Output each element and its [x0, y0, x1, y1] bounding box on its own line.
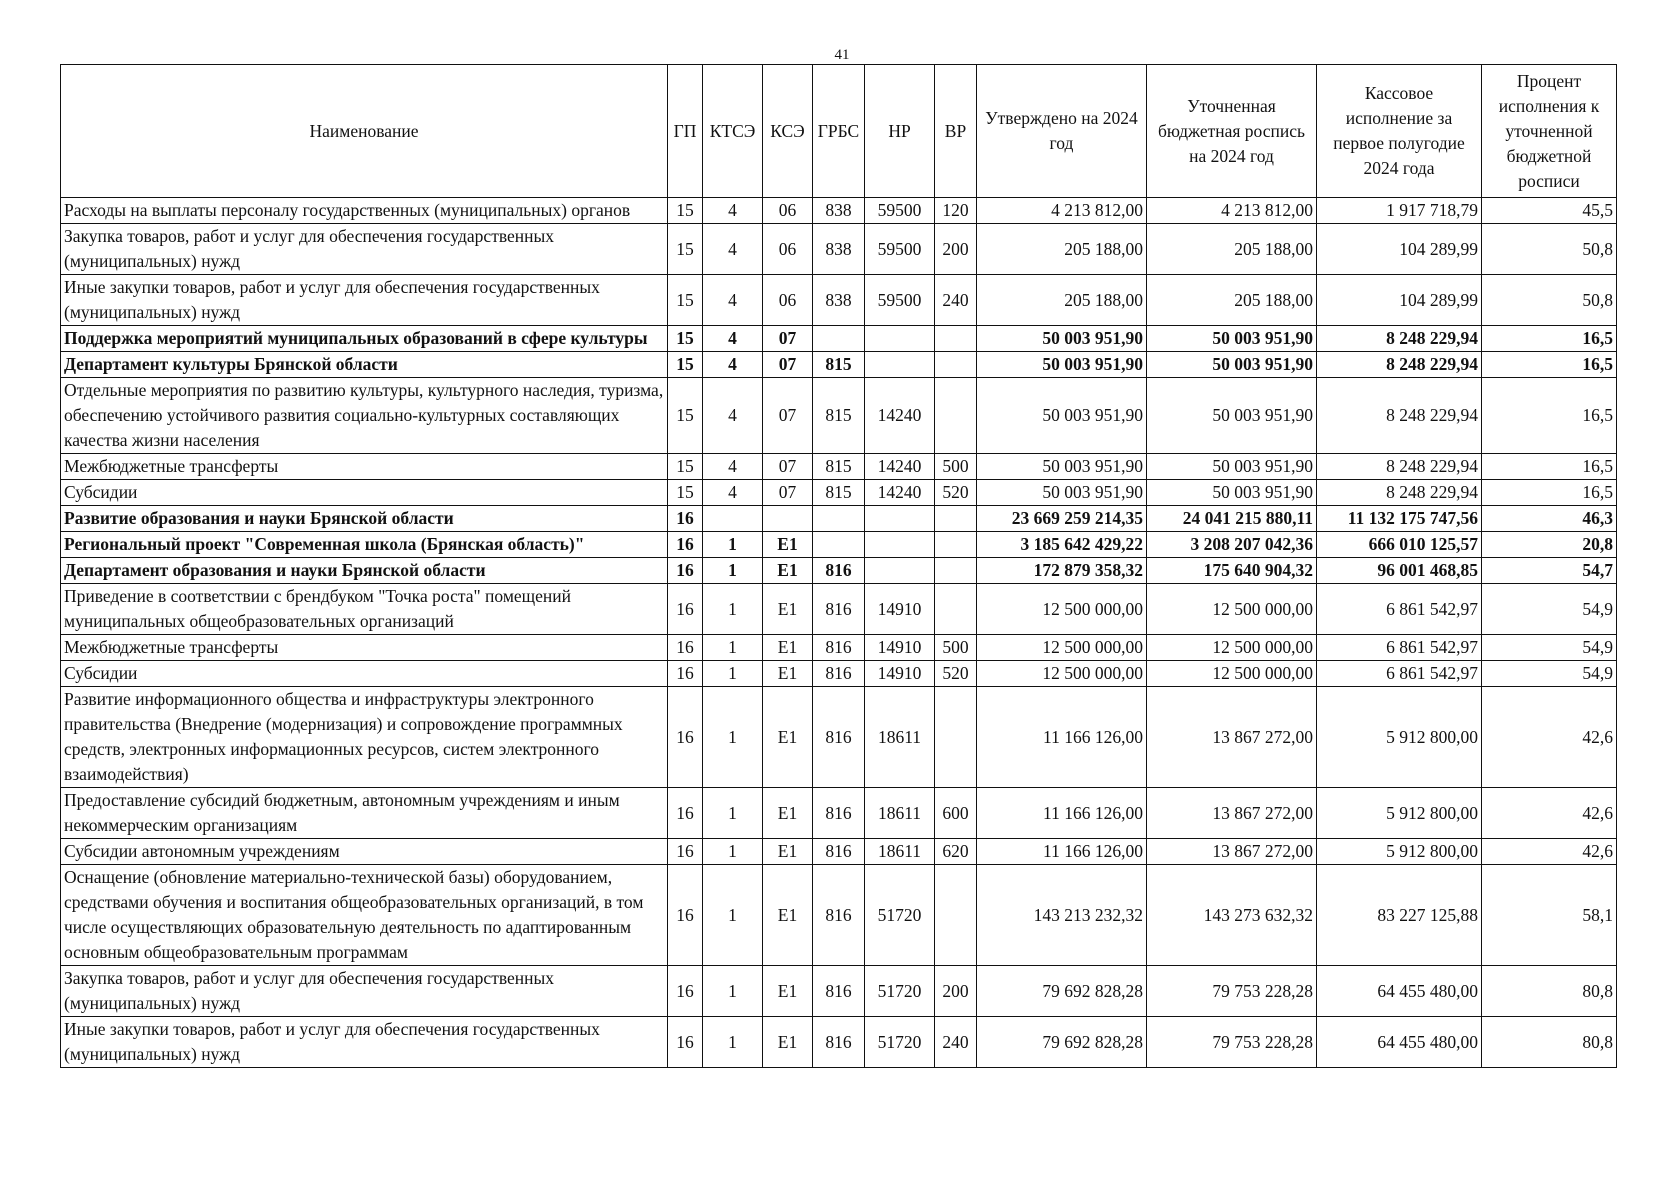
table-row — [61, 839, 1617, 865]
cell-revised: 3 208 207 042,36 — [1147, 532, 1317, 558]
cell-grbs — [813, 532, 865, 558]
cell-percent: 42,6 — [1482, 788, 1617, 839]
header-kse: КСЭ — [763, 65, 813, 198]
cell-nr — [865, 506, 935, 532]
header-revised: Уточненная бюджетная роспись на 2024 год — [1147, 65, 1317, 198]
cell-grbs: 815 — [813, 454, 865, 480]
cell-nr: 51720 — [865, 966, 935, 1017]
cell-gp: 15 — [668, 480, 703, 506]
table-row — [61, 275, 1617, 326]
cell-executed: 6 861 542,97 — [1317, 635, 1482, 661]
table-row — [61, 532, 1617, 558]
header-gp: ГП — [668, 65, 703, 198]
cell-vr: 240 — [935, 1017, 977, 1068]
cell-percent: 16,5 — [1482, 454, 1617, 480]
cell-gp: 16 — [668, 584, 703, 635]
cell-approved: 50 003 951,90 — [977, 454, 1147, 480]
cell-ktse — [703, 506, 763, 532]
cell-nr — [865, 352, 935, 378]
cell-executed: 666 010 125,57 — [1317, 532, 1482, 558]
cell-nr: 14910 — [865, 584, 935, 635]
cell-name: Закупка товаров, работ и услуг для обеспечения государственных (муниципальных) нужд — [61, 966, 668, 1017]
cell-revised: 79 753 228,28 — [1147, 1017, 1317, 1068]
cell-kse: E1 — [763, 865, 813, 966]
cell-gp: 15 — [668, 224, 703, 275]
cell-revised: 12 500 000,00 — [1147, 584, 1317, 635]
cell-grbs: 816 — [813, 966, 865, 1017]
cell-nr — [865, 326, 935, 352]
cell-gp: 16 — [668, 687, 703, 788]
table-row — [61, 584, 1617, 635]
cell-ktse: 1 — [703, 661, 763, 687]
cell-name: Региональный проект "Современная школа (Брянская область)" — [61, 532, 668, 558]
table-row — [61, 558, 1617, 584]
cell-name: Закупка товаров, работ и услуг для обеспечения государственных (муниципальных) нужд — [61, 224, 668, 275]
cell-nr: 14910 — [865, 661, 935, 687]
cell-executed: 8 248 229,94 — [1317, 352, 1482, 378]
table-body — [61, 198, 1617, 1068]
cell-ktse: 4 — [703, 454, 763, 480]
cell-vr: 520 — [935, 661, 977, 687]
cell-executed: 64 455 480,00 — [1317, 1017, 1482, 1068]
cell-approved: 23 669 259 214,35 — [977, 506, 1147, 532]
cell-grbs: 816 — [813, 865, 865, 966]
cell-name: Иные закупки товаров, работ и услуг для обеспечения государственных (муниципальных) нужд — [61, 1017, 668, 1068]
cell-percent: 16,5 — [1482, 378, 1617, 454]
cell-nr — [865, 532, 935, 558]
cell-gp: 16 — [668, 635, 703, 661]
cell-kse: E1 — [763, 788, 813, 839]
cell-revised: 205 188,00 — [1147, 224, 1317, 275]
cell-name: Иные закупки товаров, работ и услуг для обеспечения государственных (муниципальных) нужд — [61, 275, 668, 326]
cell-executed: 104 289,99 — [1317, 224, 1482, 275]
cell-name: Расходы на выплаты персоналу государственных (муниципальных) органов — [61, 198, 668, 224]
cell-executed: 5 912 800,00 — [1317, 687, 1482, 788]
cell-revised: 50 003 951,90 — [1147, 352, 1317, 378]
cell-name: Оснащение (обновление материально-технической базы) оборудованием, средствами обучения и воспитания общеобразовательных организаций, в том числе осуществляющих образовательную деятельность по адаптированным основным общеобразовательным программам — [61, 865, 668, 966]
cell-revised: 13 867 272,00 — [1147, 687, 1317, 788]
cell-approved: 50 003 951,90 — [977, 326, 1147, 352]
cell-vr: 240 — [935, 275, 977, 326]
cell-percent: 16,5 — [1482, 352, 1617, 378]
cell-kse: 07 — [763, 326, 813, 352]
cell-executed: 8 248 229,94 — [1317, 326, 1482, 352]
cell-executed: 104 289,99 — [1317, 275, 1482, 326]
cell-revised: 24 041 215 880,11 — [1147, 506, 1317, 532]
cell-approved: 50 003 951,90 — [977, 378, 1147, 454]
header-nr: НР — [865, 65, 935, 198]
cell-gp: 16 — [668, 558, 703, 584]
cell-executed: 11 132 175 747,56 — [1317, 506, 1482, 532]
table-row — [61, 480, 1617, 506]
cell-percent: 46,3 — [1482, 506, 1617, 532]
header-approved: Утверждено на 2024 год — [977, 65, 1147, 198]
header-ktse: КТСЭ — [703, 65, 763, 198]
cell-approved: 50 003 951,90 — [977, 480, 1147, 506]
cell-nr: 51720 — [865, 1017, 935, 1068]
cell-nr: 18611 — [865, 687, 935, 788]
cell-gp: 15 — [668, 352, 703, 378]
cell-vr — [935, 378, 977, 454]
cell-name: Приведение в соответствии с брендбуком "Точка роста" помещений муниципальных общеобразовательных организаций — [61, 584, 668, 635]
cell-nr: 51720 — [865, 865, 935, 966]
table-row — [61, 352, 1617, 378]
cell-percent: 50,8 — [1482, 275, 1617, 326]
cell-grbs: 816 — [813, 661, 865, 687]
cell-grbs: 838 — [813, 275, 865, 326]
cell-approved: 205 188,00 — [977, 224, 1147, 275]
cell-percent: 80,8 — [1482, 966, 1617, 1017]
cell-vr: 120 — [935, 198, 977, 224]
cell-vr — [935, 326, 977, 352]
cell-kse: E1 — [763, 635, 813, 661]
cell-executed: 83 227 125,88 — [1317, 865, 1482, 966]
cell-executed: 8 248 229,94 — [1317, 480, 1482, 506]
cell-kse: E1 — [763, 661, 813, 687]
cell-revised: 175 640 904,32 — [1147, 558, 1317, 584]
table-row — [61, 865, 1617, 966]
page-number: 41 — [834, 47, 850, 63]
table-row — [61, 661, 1617, 687]
cell-kse: 07 — [763, 454, 813, 480]
cell-approved: 4 213 812,00 — [977, 198, 1147, 224]
cell-nr: 14240 — [865, 480, 935, 506]
cell-grbs: 815 — [813, 480, 865, 506]
cell-percent: 54,7 — [1482, 558, 1617, 584]
cell-grbs: 815 — [813, 352, 865, 378]
cell-approved: 50 003 951,90 — [977, 352, 1147, 378]
cell-name: Отдельные мероприятия по развитию культуры, культурного наследия, туризма, обеспечению устойчивого развития социально-культурных составляющих качества жизни населения — [61, 378, 668, 454]
cell-approved: 79 692 828,28 — [977, 966, 1147, 1017]
cell-ktse: 4 — [703, 326, 763, 352]
cell-vr: 500 — [935, 454, 977, 480]
cell-revised: 4 213 812,00 — [1147, 198, 1317, 224]
cell-gp: 16 — [668, 839, 703, 865]
cell-kse: 07 — [763, 378, 813, 454]
cell-name: Департамент культуры Брянской области — [61, 352, 668, 378]
cell-vr — [935, 506, 977, 532]
cell-kse: 06 — [763, 198, 813, 224]
cell-name: Развитие образования и науки Брянской области — [61, 506, 668, 532]
cell-approved: 143 213 232,32 — [977, 865, 1147, 966]
cell-name: Субсидии — [61, 661, 668, 687]
cell-gp: 15 — [668, 378, 703, 454]
cell-approved: 172 879 358,32 — [977, 558, 1147, 584]
cell-name: Развитие информационного общества и инфраструктуры электронного правительства (Внедрение (модернизация) и сопровождение программных средств, электронных информационных ресурсов, систем электронного взаимодействия) — [61, 687, 668, 788]
cell-ktse: 1 — [703, 584, 763, 635]
cell-nr: 14240 — [865, 454, 935, 480]
cell-gp: 16 — [668, 661, 703, 687]
cell-approved: 79 692 828,28 — [977, 1017, 1147, 1068]
table-header — [61, 65, 1617, 198]
cell-percent: 54,9 — [1482, 635, 1617, 661]
cell-vr: 500 — [935, 635, 977, 661]
cell-grbs: 816 — [813, 839, 865, 865]
cell-grbs: 816 — [813, 584, 865, 635]
cell-vr — [935, 865, 977, 966]
cell-grbs: 816 — [813, 635, 865, 661]
header-vr: ВР — [935, 65, 977, 198]
cell-vr — [935, 352, 977, 378]
cell-approved: 12 500 000,00 — [977, 635, 1147, 661]
cell-name: Поддержка мероприятий муниципальных образований в сфере культуры — [61, 326, 668, 352]
cell-revised: 50 003 951,90 — [1147, 378, 1317, 454]
cell-grbs: 816 — [813, 1017, 865, 1068]
cell-ktse: 4 — [703, 198, 763, 224]
cell-percent: 58,1 — [1482, 865, 1617, 966]
cell-percent: 80,8 — [1482, 1017, 1617, 1068]
cell-approved: 12 500 000,00 — [977, 584, 1147, 635]
cell-percent: 20,8 — [1482, 532, 1617, 558]
cell-approved: 11 166 126,00 — [977, 839, 1147, 865]
cell-percent: 54,9 — [1482, 584, 1617, 635]
cell-nr: 59500 — [865, 224, 935, 275]
cell-approved: 12 500 000,00 — [977, 661, 1147, 687]
header-executed: Кассовое исполнение за первое полугодие 2024 года — [1317, 65, 1482, 198]
cell-ktse: 4 — [703, 378, 763, 454]
cell-ktse: 4 — [703, 275, 763, 326]
cell-ktse: 4 — [703, 480, 763, 506]
cell-vr — [935, 532, 977, 558]
header-row — [61, 65, 1617, 198]
cell-vr: 200 — [935, 966, 977, 1017]
cell-ktse: 1 — [703, 788, 763, 839]
cell-gp: 15 — [668, 275, 703, 326]
cell-executed: 8 248 229,94 — [1317, 378, 1482, 454]
cell-name: Межбюджетные трансферты — [61, 454, 668, 480]
cell-gp: 16 — [668, 506, 703, 532]
cell-vr — [935, 584, 977, 635]
cell-kse: E1 — [763, 839, 813, 865]
budget-table — [60, 64, 1617, 1068]
cell-name: Субсидии автономным учреждениям — [61, 839, 668, 865]
table-row — [61, 506, 1617, 532]
cell-nr: 18611 — [865, 788, 935, 839]
cell-percent: 16,5 — [1482, 480, 1617, 506]
cell-executed: 5 912 800,00 — [1317, 788, 1482, 839]
cell-revised: 50 003 951,90 — [1147, 454, 1317, 480]
cell-kse: E1 — [763, 584, 813, 635]
cell-kse: 07 — [763, 480, 813, 506]
cell-gp: 15 — [668, 198, 703, 224]
cell-gp: 16 — [668, 788, 703, 839]
cell-grbs: 816 — [813, 558, 865, 584]
cell-nr: 14240 — [865, 378, 935, 454]
cell-approved: 3 185 642 429,22 — [977, 532, 1147, 558]
cell-ktse: 1 — [703, 558, 763, 584]
cell-percent: 54,9 — [1482, 661, 1617, 687]
table-row — [61, 788, 1617, 839]
cell-vr: 200 — [935, 224, 977, 275]
cell-ktse: 4 — [703, 352, 763, 378]
cell-grbs: 816 — [813, 687, 865, 788]
table-row — [61, 198, 1617, 224]
table-row — [61, 224, 1617, 275]
cell-approved: 205 188,00 — [977, 275, 1147, 326]
cell-ktse: 1 — [703, 839, 763, 865]
cell-nr: 59500 — [865, 275, 935, 326]
cell-revised: 13 867 272,00 — [1147, 839, 1317, 865]
cell-ktse: 1 — [703, 687, 763, 788]
cell-vr — [935, 558, 977, 584]
cell-revised: 13 867 272,00 — [1147, 788, 1317, 839]
cell-gp: 16 — [668, 966, 703, 1017]
cell-nr — [865, 558, 935, 584]
cell-kse: E1 — [763, 532, 813, 558]
cell-grbs: 838 — [813, 224, 865, 275]
cell-kse: 07 — [763, 352, 813, 378]
cell-approved: 11 166 126,00 — [977, 788, 1147, 839]
cell-kse: 06 — [763, 224, 813, 275]
cell-kse: E1 — [763, 687, 813, 788]
cell-gp: 15 — [668, 454, 703, 480]
cell-executed: 96 001 468,85 — [1317, 558, 1482, 584]
cell-revised: 79 753 228,28 — [1147, 966, 1317, 1017]
cell-ktse: 1 — [703, 1017, 763, 1068]
cell-executed: 5 912 800,00 — [1317, 839, 1482, 865]
cell-grbs: 838 — [813, 198, 865, 224]
table-row — [61, 326, 1617, 352]
cell-nr: 18611 — [865, 839, 935, 865]
cell-ktse: 1 — [703, 966, 763, 1017]
cell-revised: 143 273 632,32 — [1147, 865, 1317, 966]
table-row — [61, 966, 1617, 1017]
cell-executed: 64 455 480,00 — [1317, 966, 1482, 1017]
cell-vr: 520 — [935, 480, 977, 506]
cell-grbs: 815 — [813, 378, 865, 454]
cell-gp: 16 — [668, 1017, 703, 1068]
cell-executed: 8 248 229,94 — [1317, 454, 1482, 480]
table-row — [61, 635, 1617, 661]
cell-gp: 16 — [668, 865, 703, 966]
cell-grbs: 816 — [813, 788, 865, 839]
cell-name: Предоставление субсидий бюджетным, автономным учреждениям и иным некоммерческим организациям — [61, 788, 668, 839]
cell-gp: 16 — [668, 532, 703, 558]
header-grbs: ГРБС — [813, 65, 865, 198]
cell-grbs — [813, 326, 865, 352]
cell-revised: 50 003 951,90 — [1147, 326, 1317, 352]
table-row — [61, 687, 1617, 788]
cell-ktse: 1 — [703, 532, 763, 558]
cell-ktse: 4 — [703, 224, 763, 275]
cell-name: Субсидии — [61, 480, 668, 506]
cell-percent: 42,6 — [1482, 839, 1617, 865]
header-name: Наименование — [61, 65, 668, 198]
cell-revised: 50 003 951,90 — [1147, 480, 1317, 506]
cell-executed: 6 861 542,97 — [1317, 584, 1482, 635]
cell-executed: 6 861 542,97 — [1317, 661, 1482, 687]
cell-kse: 06 — [763, 275, 813, 326]
cell-percent: 16,5 — [1482, 326, 1617, 352]
cell-nr: 59500 — [865, 198, 935, 224]
cell-vr — [935, 687, 977, 788]
table-row — [61, 378, 1617, 454]
cell-executed: 1 917 718,79 — [1317, 198, 1482, 224]
cell-vr: 620 — [935, 839, 977, 865]
cell-name: Межбюджетные трансферты — [61, 635, 668, 661]
cell-gp: 15 — [668, 326, 703, 352]
cell-nr: 14910 — [865, 635, 935, 661]
cell-revised: 205 188,00 — [1147, 275, 1317, 326]
cell-name: Департамент образования и науки Брянской области — [61, 558, 668, 584]
table-row — [61, 454, 1617, 480]
cell-percent: 42,6 — [1482, 687, 1617, 788]
cell-ktse: 1 — [703, 635, 763, 661]
cell-percent: 50,8 — [1482, 224, 1617, 275]
cell-kse: E1 — [763, 1017, 813, 1068]
cell-revised: 12 500 000,00 — [1147, 661, 1317, 687]
cell-approved: 11 166 126,00 — [977, 687, 1147, 788]
cell-grbs — [813, 506, 865, 532]
cell-ktse: 1 — [703, 865, 763, 966]
table-row — [61, 1017, 1617, 1068]
cell-revised: 12 500 000,00 — [1147, 635, 1317, 661]
cell-percent: 45,5 — [1482, 198, 1617, 224]
cell-kse — [763, 506, 813, 532]
cell-kse: E1 — [763, 966, 813, 1017]
cell-kse: E1 — [763, 558, 813, 584]
cell-vr: 600 — [935, 788, 977, 839]
header-percent: Процент исполнения к уточненной бюджетной росписи — [1482, 65, 1617, 198]
